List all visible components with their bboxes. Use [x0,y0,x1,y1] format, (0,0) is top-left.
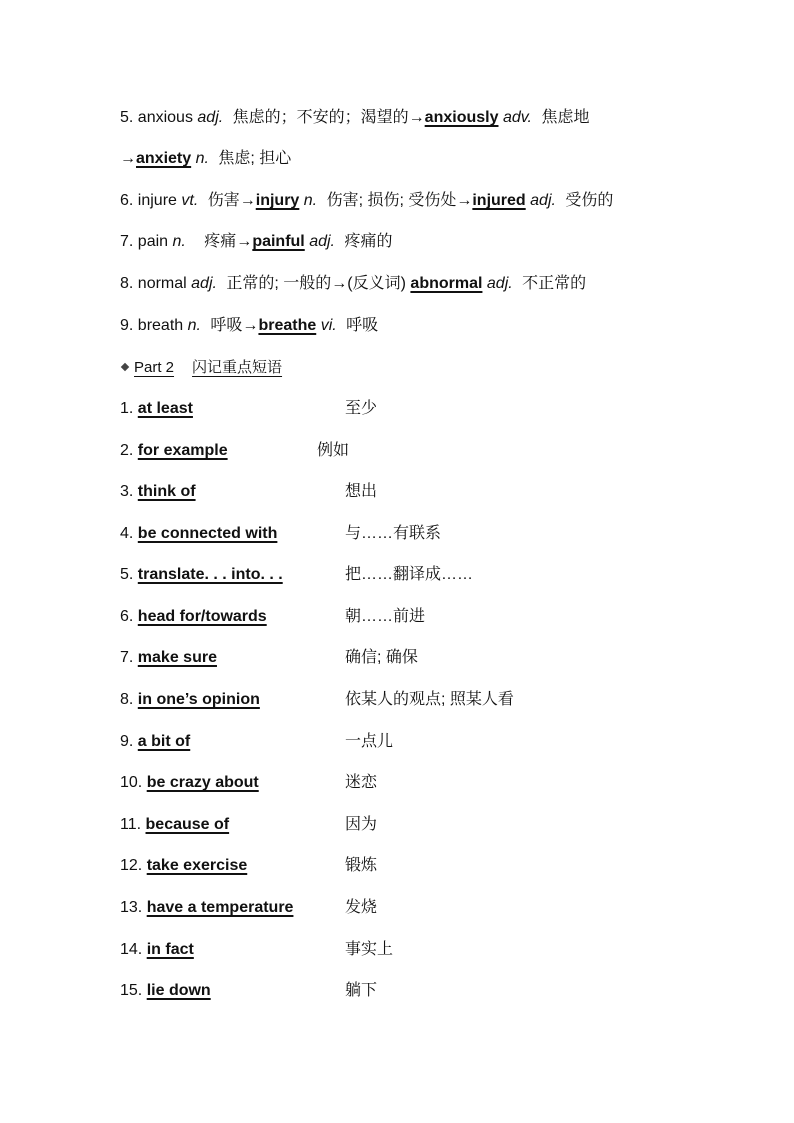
vocab-meaning: 伤害; 损伤; 受伤处→ [326,192,473,209]
arrow: → [120,150,136,167]
phrase-num: 11. [120,816,142,833]
phrase-zh: 把……翻译成…… [345,566,474,583]
vocab-word: anxious [137,109,193,126]
vocab-pos: n. [195,150,209,167]
phrase-zh: 想出 [345,483,378,500]
phrase-en: think of [137,483,196,500]
phrase-num: 1. [120,400,134,417]
phrase-num: 3. [120,483,134,500]
phrase-zh: 锻炼 [345,857,378,874]
phrase-en: be crazy about [146,774,259,791]
vocab-meaning: 焦虑的；不安的；渴望的→ [232,109,425,126]
vocab-meaning: 受伤的 [565,192,614,209]
vocab-pos: adj. [309,233,335,250]
phrase-zh: 事实上 [345,941,394,958]
vocab-meaning: 正常的; 一般的→(反义词) [226,275,406,292]
phrase-num: 12. [120,857,143,874]
phrase-zh: 一点儿 [345,733,394,750]
phrase-zh: 因为 [345,816,378,833]
vocab-pos: n. [303,192,318,209]
vocab-answer: injury [255,192,300,209]
vocab-meaning: 伤害→ [207,192,256,209]
phrase-zh: 朝……前进 [345,608,426,625]
vocab-pos: adj. [530,192,556,209]
section-title: 闪记重点短语 [192,359,283,376]
vocab-pos: adj. [486,275,513,292]
vocab-word: injure [137,192,177,209]
phrase-en: take exercise [146,857,248,874]
phrase-en: because of [145,816,230,833]
vocab-answer: abnormal [410,275,483,292]
vocab-answer: injured [472,192,526,209]
phrase-num: 8. [120,691,134,708]
diamond-bullet-icon [121,363,129,371]
vocab-line-9 [120,315,378,337]
phrase-zh: 躺下 [345,982,378,999]
phrase-en: head for/towards [137,608,267,625]
vocab-num: 6. [120,192,134,209]
vocab-num: 7. [120,233,134,250]
phrase-item [120,647,217,669]
phrase-num: 14. [120,941,143,958]
phrase-en: in one’s opinion [137,691,260,708]
phrase-zh: 依某人的观点; 照某人看 [345,691,514,708]
phrase-item [120,398,193,420]
vocab-pos: adv. [502,109,532,126]
vocab-meaning: 疼痛的 [344,233,393,250]
phrase-num: 2. [120,442,134,459]
vocab-meaning: 焦虑地 [541,109,590,126]
phrase-zh: 与……有联系 [345,525,442,542]
phrase-en: a bit of [137,733,191,750]
phrase-zh: 确信; 确保 [345,649,418,666]
vocab-line-6 [120,190,613,212]
vocab-word: breath [137,317,184,334]
phrase-en: be connected with [137,525,278,542]
phrase-num: 4. [120,525,134,542]
vocab-line-5b [120,148,291,170]
section-heading [120,357,282,379]
vocab-answer: anxiously [424,109,499,126]
phrase-item [120,772,259,794]
vocab-word: normal [137,275,187,292]
vocab-meaning: 疼痛→ [204,233,253,250]
phrase-en: make sure [137,649,217,666]
vocab-meaning: 呼吸 [346,317,379,334]
phrase-item [120,731,190,753]
phrase-num: 9. [120,733,134,750]
phrase-item [120,814,229,836]
phrase-item [120,980,211,1002]
phrase-item [120,897,293,919]
vocab-pos: adj. [197,109,224,126]
vocab-pos: vi. [320,317,337,334]
phrase-num: 5. [120,566,134,583]
phrase-item [120,481,196,503]
vocab-num: 5. [120,109,134,126]
phrase-en: in fact [146,941,194,958]
phrase-item [120,523,277,545]
phrase-num: 15. [120,982,143,999]
phrase-num: 13. [120,899,143,916]
vocab-line-5a [120,107,589,129]
vocab-meaning: 呼吸→ [210,317,259,334]
phrase-num: 10. [120,774,143,791]
vocab-line-7 [120,231,392,253]
phrase-en: translate. . . into. . . [137,566,283,583]
vocab-meaning: 焦虑; 担心 [218,150,292,167]
phrase-item [120,440,228,462]
vocab-line-8 [120,273,586,295]
phrase-zh: 至少 [345,400,378,417]
phrase-item [120,689,260,711]
phrase-item [120,855,247,877]
phrase-en: at least [137,400,193,417]
phrase-item [120,939,194,961]
vocab-num: 9. [120,317,134,334]
vocab-num: 8. [120,275,134,292]
phrase-en: for example [137,442,228,459]
vocab-pos: n. [187,317,201,334]
phrase-item [120,606,267,628]
phrase-zh: 发烧 [345,899,378,916]
vocab-pos: adj. [191,275,217,292]
vocab-pos: vt. [181,192,199,209]
vocab-answer: painful [252,233,305,250]
vocab-meaning: 不正常的 [522,275,587,292]
phrase-en: have a temperature [146,899,294,916]
phrase-en: lie down [146,982,211,999]
section-label: Part 2 [134,359,175,376]
phrase-zh: 例如 [317,442,350,459]
phrase-num: 7. [120,649,134,666]
phrase-zh: 迷恋 [345,774,378,791]
vocab-answer: anxiety [136,150,192,167]
vocab-pos: n. [172,233,186,250]
vocab-answer: breathe [258,317,317,334]
vocab-word: pain [137,233,169,250]
phrase-num: 6. [120,608,134,625]
phrase-item [120,564,283,586]
